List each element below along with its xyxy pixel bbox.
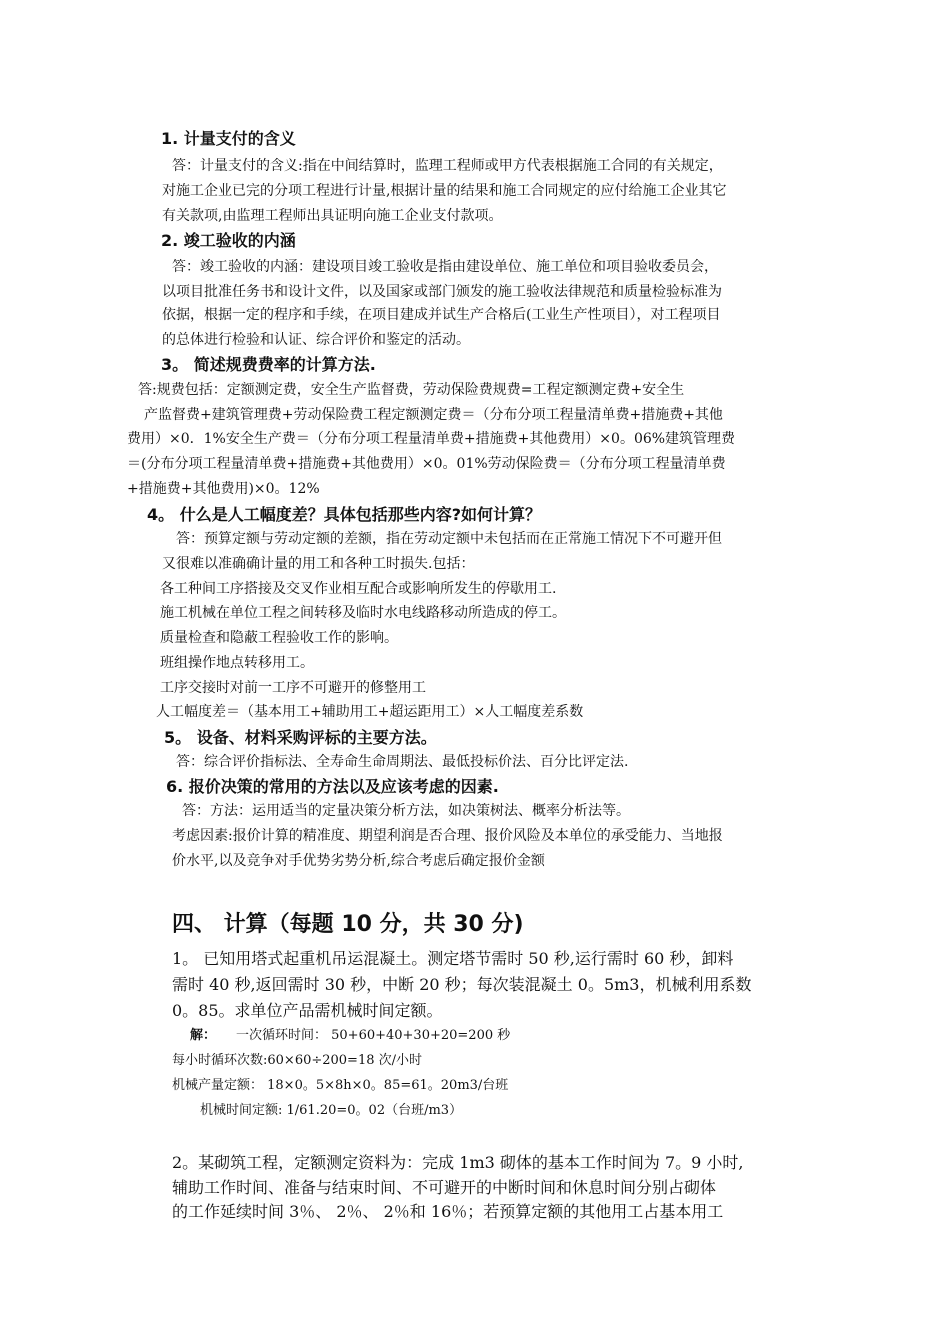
calc-1-solution-line: 机械产量定额： 18×0。5×8h×0。85=61。20m3/台班 [172,1078,509,1093]
question-3-answer-line: 产监督费+建筑管理费+劳动保险费工程定额测定费＝（分布分项工程量清单费+措施费+其他 [144,407,723,423]
question-1-answer-line: 对施工企业已完的分项工程进行计量,根据计量的结果和施工合同规定的应付给施工企业其它 [162,183,727,199]
calc-1-question-line: 0。85。求单位产品需机械时间定额。 [172,1001,443,1020]
question-2-heading: 2. 竣工验收的内涵 [161,231,296,250]
question-3-answer-line: ＝(分布分项工程量清单费+措施费+其他费用）×0。01%劳动保险费＝（分布分项工程量清单费 [127,456,726,472]
question-5-answer-line: 答：综合评价指标法、全寿命生命周期法、最低投标价法、百分比评定法. [176,754,629,770]
question-6-answer-line: 价水平,以及竞争对手优势劣势分析,综合考虑后确定报价金额 [172,853,545,869]
calc-2-question-line: 的工作延续时间 3％、 2％、 2％和 16％；若预算定额的其他用工占基本用工 [172,1202,724,1221]
question-3-answer-line: 费用）×0．1%安全生产费＝（分布分项工程量清单费+措施费+其他费用）×0。06%建筑管理费 [127,431,736,447]
question-2-answer-line: 以项目批准任务书和设计文件，以及国家或部门颁发的施工验收法律规范和质量检验标准为 [162,284,722,300]
question-5-heading: 5。 设备、材料采购评标的主要方法。 [164,728,437,747]
calc-1-solution-label: 解： [190,1028,217,1043]
calc-1-question-line: 1。 已知用塔式起重机吊运混凝土。测定塔节需时 50 秒,运行需时 60 秒，卸料 [172,949,734,968]
question-3-heading: 3。 简述规费费率的计算方法. [161,355,376,374]
question-1-heading: 1. 计量支付的含义 [161,129,296,148]
question-6-answer-line: 考虑因素:报价计算的精准度、期望利润是否合理、报价风险及本单位的承受能力、当地报 [172,828,723,844]
question-3-answer-line: 答:规费包括：定额测定费，安全生产监督费，劳动保险费规费=工程定额测定费+安全生 [138,382,685,398]
question-2-answer-line: 答：竣工验收的内涵：建设项目竣工验收是指由建设单位、施工单位和项目验收委员会， [172,259,718,275]
question-6-heading: 6. 报价决策的常用的方法以及应该考虑的因素. [166,777,499,796]
question-1-answer-line: 答：计量支付的含义:指在中间结算时，监理工程师或甲方代表根据施工合同的有关规定， [172,158,723,174]
question-4-answer-line: 质量检查和隐蔽工程验收工作的影响。 [160,630,398,646]
calc-1-solution-line: 机械时间定额: 1/61.20=0。02（台班/m3） [200,1103,463,1118]
section-4-heading: 四、 计算（每题 10 分，共 30 分) [172,912,524,937]
question-4-answer-line: 施工机械在单位工程之间转移及临时水电线路移动所造成的停工。 [160,605,566,621]
question-2-answer-line: 依据，根据一定的程序和手续，在项目建成并试生产合格后(工业生产性项目），对工程项目 [162,307,721,323]
question-4-answer-line: 人工幅度差＝（基本用工+辅助用工+超运距用工）×人工幅度差系数 [156,704,584,720]
question-3-answer-line: +措施费+其他费用)×0。12% [127,481,320,497]
calc-2-question-line: 辅助工作时间、准备与结束时间、不可避开的中断时间和休息时间分别占砌体 [172,1178,717,1197]
question-6-answer-line: 答：方法：运用适当的定量决策分析方法，如决策树法、概率分析法等。 [182,803,630,819]
question-4-answer-line: 各工种间工序搭接及交叉作业相互配合或影响所发生的停歇用工. [160,581,557,597]
question-4-answer-line: 答：预算定额与劳动定额的差额，指在劳动定额中未包括而在正常施工情况下不可避开但 [176,531,722,547]
calc-1-question-line: 需时 40 秒,返回需时 30 秒，中断 20 秒；每次装混凝土 0。5m3，机械利用系数 [172,975,752,994]
question-4-heading: 4。 什么是人工幅度差？具体包括那些内容?如何计算？ [147,505,541,524]
calc-1-solution-line: 每小时循环次数:60×60÷200=18 次/小时 [172,1053,423,1068]
question-4-answer-line: 又很难以准确确计量的用工和各种工时损失.包括： [162,556,475,572]
question-4-answer-line: 工序交接时对前一工序不可避开的修整用工 [160,680,426,696]
calc-1-solution-line: 一次循环时间： 50+60+40+30+20=200 秒 [236,1028,511,1043]
question-2-answer-line: 的总体进行检验和认证、综合评价和鉴定的活动。 [162,332,470,348]
question-1-answer-line: 有关款项,由监理工程师出具证明向施工企业支付款项。 [162,208,503,224]
question-4-answer-line: 班组操作地点转移用工。 [160,655,314,671]
calc-2-question-line: 2。某砌筑工程，定额测定资料为：完成 1m3 砌体的基本工作时间为 7。9 小时, [172,1153,744,1172]
